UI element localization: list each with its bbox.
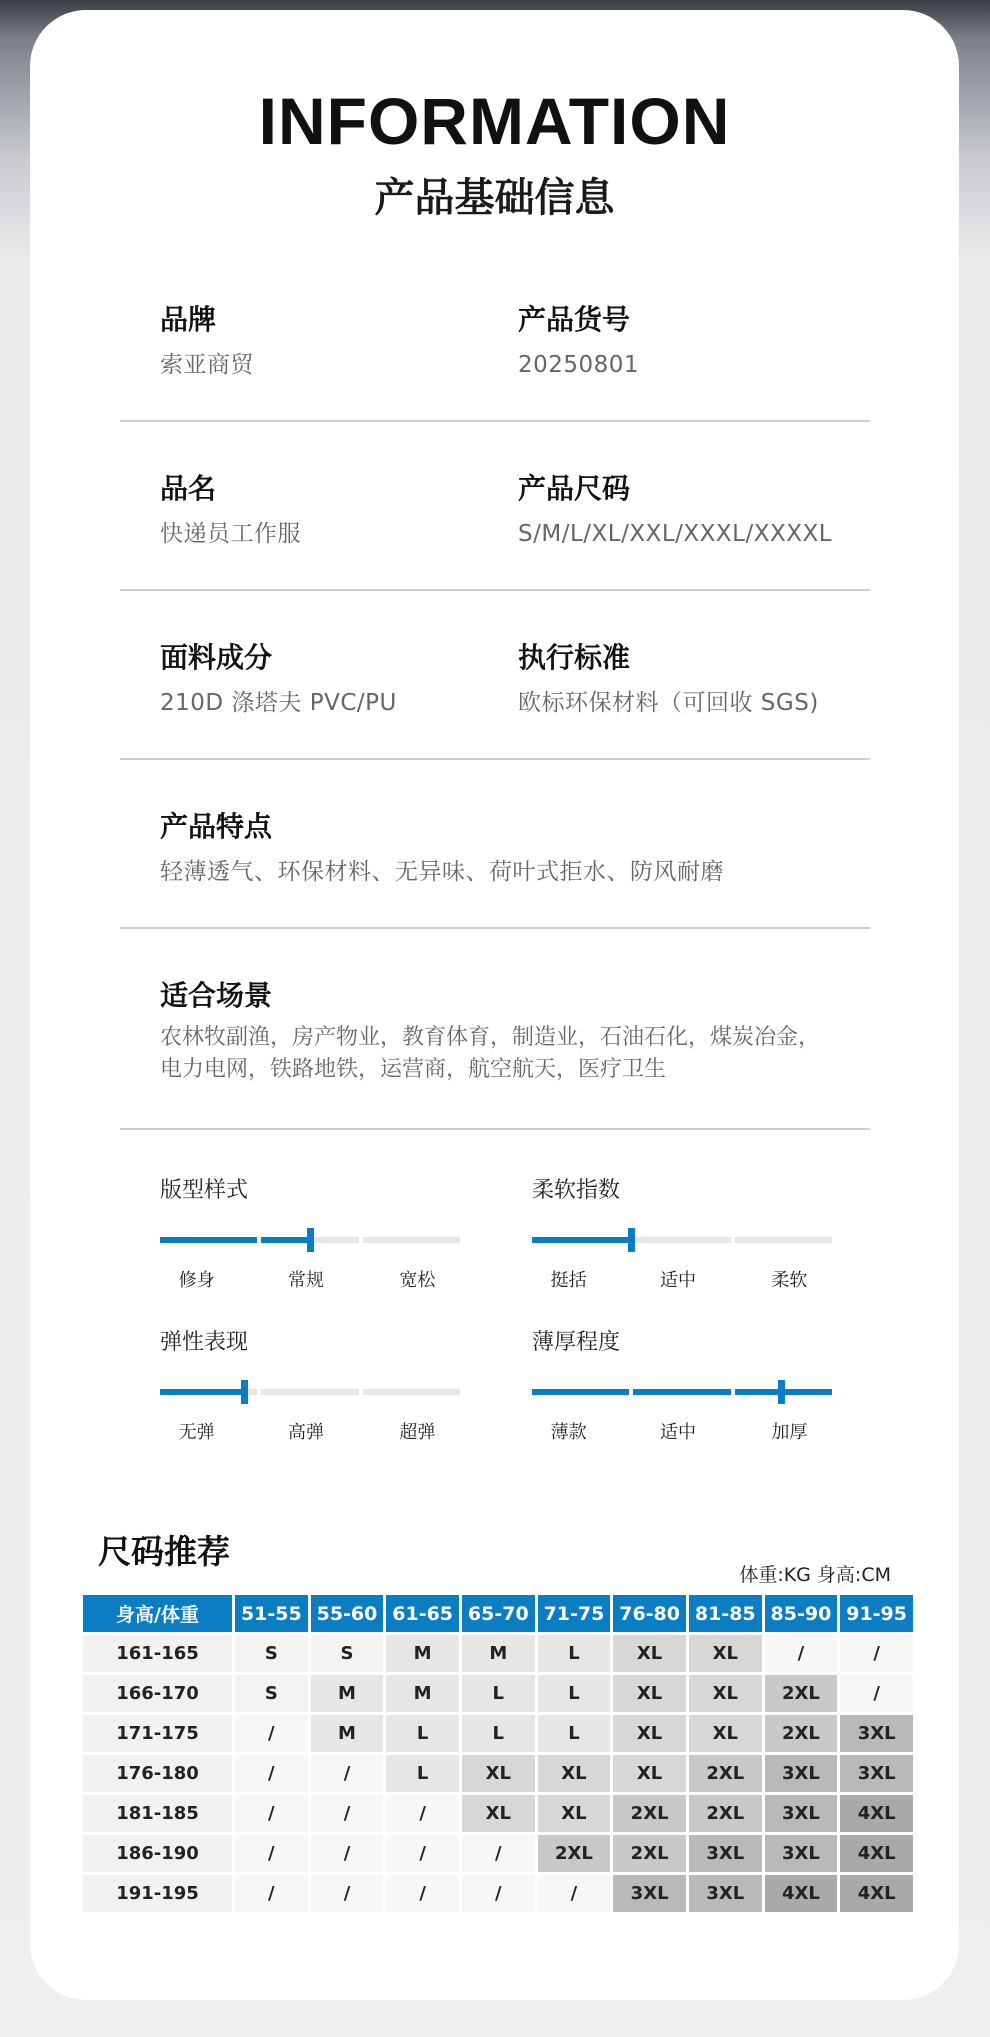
- item-no-value: 20250801: [518, 352, 640, 378]
- scenes-label: 适合场景: [160, 979, 273, 1012]
- scale-fill-segment: [532, 1389, 629, 1395]
- fabric-label: 面料成分: [160, 641, 273, 674]
- scale-track-segment: [633, 1237, 730, 1243]
- size-chart-weight-header: 91-95: [840, 1595, 913, 1632]
- scale-fill-segment: [532, 1237, 629, 1243]
- scale-tick-label: 适中: [660, 1422, 696, 1443]
- size-chart-cell: /: [311, 1795, 384, 1832]
- size-chart-cell: XL: [613, 1715, 686, 1752]
- size-chart-row: [83, 1795, 913, 1832]
- size-chart-cell: /: [386, 1795, 459, 1832]
- info-card: [30, 10, 959, 2000]
- size-chart-cell: 3XL: [840, 1755, 913, 1792]
- size-chart-title: 尺码推荐: [98, 1532, 230, 1571]
- features-value: 轻薄透气、环保材料、无异味、荷叶式拒水、防风耐磨: [160, 859, 724, 885]
- size-chart-cell: 2XL: [689, 1795, 762, 1832]
- scale-fill-segment: [261, 1237, 310, 1243]
- softness-scale-label: 柔软指数: [532, 1178, 621, 1203]
- size-chart-cell: /: [235, 1755, 308, 1792]
- size-chart-height-cell: 186-190: [83, 1835, 232, 1872]
- scale-tick-label: 修身: [178, 1270, 215, 1291]
- size-chart-cell: /: [235, 1875, 308, 1912]
- size-chart-cell: 4XL: [765, 1875, 838, 1912]
- scale-marker: [307, 1228, 314, 1252]
- scale-marker: [628, 1228, 635, 1252]
- brand-value: 索亚商贸: [160, 352, 254, 378]
- thickness-scale-label: 薄厚程度: [532, 1330, 621, 1355]
- scale-tick-label: 加厚: [771, 1422, 808, 1443]
- scenes-value-line2: 电力电网，铁路地铁，运营商，航空航天，医疗卫生: [160, 1057, 667, 1082]
- size-chart-height-cell: 181-185: [83, 1795, 232, 1832]
- size-chart-row: [83, 1755, 913, 1792]
- elasticity-scale: [160, 1380, 460, 1443]
- size-chart-cell: 2XL: [689, 1755, 762, 1792]
- sizes-label: 产品尺码: [518, 472, 631, 505]
- size-chart-cell: XL: [462, 1795, 535, 1832]
- scale-tick-label: 适中: [660, 1270, 696, 1291]
- divider: [120, 927, 870, 929]
- scenes-value-line1: 农林牧副渔，房产物业，教育体育，制造业，石油石化，煤炭冶金，: [160, 1025, 821, 1050]
- size-chart-row: [83, 1835, 913, 1872]
- size-chart-body: [83, 1635, 913, 1912]
- scale-tick-label: 薄款: [550, 1422, 587, 1443]
- size-chart-cell: 2XL: [613, 1835, 686, 1872]
- standard-value: 欧标环保材料（可回收 SGS): [518, 690, 819, 716]
- size-chart-cell: 3XL: [613, 1875, 686, 1912]
- size-chart-cell: XL: [613, 1755, 686, 1792]
- size-chart-cell: 4XL: [840, 1795, 913, 1832]
- standard-label: 执行标准: [518, 641, 631, 674]
- scale-tick-label: 挺括: [550, 1270, 587, 1291]
- size-chart-unit: 体重:KG 身高:CM: [739, 1564, 891, 1586]
- size-chart-cell: XL: [613, 1675, 686, 1712]
- elasticity-scale-label: 弹性表现: [160, 1330, 249, 1355]
- divider: [120, 758, 870, 760]
- size-chart-cell: /: [311, 1835, 384, 1872]
- size-chart-cell: 2XL: [765, 1715, 838, 1752]
- size-chart-cell: XL: [689, 1635, 762, 1672]
- scale-track-segment: [363, 1237, 460, 1243]
- size-chart-cell: L: [386, 1715, 459, 1752]
- size-chart-height-cell: 166-170: [83, 1675, 232, 1712]
- size-chart-cell: 2XL: [613, 1795, 686, 1832]
- fit-scale-label: 版型样式: [160, 1178, 249, 1203]
- size-chart-cell: L: [538, 1715, 611, 1752]
- size-chart-row: [83, 1675, 913, 1712]
- size-chart-cell: L: [386, 1755, 459, 1792]
- softness-scale: [532, 1228, 832, 1291]
- features-label: 产品特点: [160, 810, 273, 843]
- size-chart-cell: /: [235, 1835, 308, 1872]
- size-chart-height-cell: 176-180: [83, 1755, 232, 1792]
- size-chart-cell: /: [235, 1795, 308, 1832]
- size-chart-cell: 3XL: [689, 1875, 762, 1912]
- size-chart-cell: M: [311, 1715, 384, 1752]
- size-chart-header-row: [83, 1595, 913, 1632]
- scale-track-segment: [261, 1389, 358, 1395]
- size-chart-cell: M: [386, 1635, 459, 1672]
- name-value: 快递员工作服: [160, 521, 301, 547]
- size-chart-cell: XL: [538, 1755, 611, 1792]
- scale-fill-segment: [160, 1389, 244, 1395]
- brand-label: 品牌: [160, 303, 217, 336]
- scale-fill-segment: [160, 1237, 257, 1243]
- fit-scale: [160, 1228, 460, 1291]
- scale-tick-label: 超弹: [399, 1422, 436, 1443]
- size-chart-table: [80, 1592, 916, 1915]
- size-chart-cell: M: [311, 1675, 384, 1712]
- scale-track-segment: [735, 1237, 832, 1243]
- size-chart-weight-header: 85-90: [765, 1595, 838, 1632]
- size-chart-cell: /: [840, 1635, 913, 1672]
- scale-fill-segment: [633, 1389, 730, 1395]
- size-chart-height-cell: 171-175: [83, 1715, 232, 1752]
- size-chart-height-cell: 161-165: [83, 1635, 232, 1672]
- page-title: INFORMATION: [258, 84, 731, 158]
- divider: [120, 589, 870, 591]
- size-chart-cell: 2XL: [538, 1835, 611, 1872]
- size-chart-weight-header: 71-75: [538, 1595, 611, 1632]
- fabric-value: 210D 涤塔夫 PVC/PU: [160, 690, 397, 716]
- scale-marker: [241, 1380, 248, 1404]
- size-chart-cell: L: [538, 1675, 611, 1712]
- scale-track-segment: [363, 1389, 460, 1395]
- size-chart-cell: L: [462, 1675, 535, 1712]
- size-chart-cell: /: [538, 1875, 611, 1912]
- size-chart-cell: /: [386, 1835, 459, 1872]
- size-chart-corner: 身高/体重: [83, 1595, 232, 1632]
- size-chart-cell: XL: [689, 1675, 762, 1712]
- size-chart-weight-header: 61-65: [386, 1595, 459, 1632]
- size-chart-cell: S: [311, 1635, 384, 1672]
- size-chart-row: [83, 1875, 913, 1912]
- divider: [120, 1128, 870, 1130]
- size-chart-cell: S: [235, 1675, 308, 1712]
- size-chart-cell: 4XL: [840, 1835, 913, 1872]
- size-chart-cell: XL: [613, 1635, 686, 1672]
- page-subtitle: 产品基础信息: [374, 175, 615, 221]
- size-chart-cell: S: [235, 1635, 308, 1672]
- size-chart-cell: /: [235, 1715, 308, 1752]
- size-chart-cell: L: [538, 1635, 611, 1672]
- size-chart-cell: /: [386, 1875, 459, 1912]
- size-chart-cell: 3XL: [765, 1835, 838, 1872]
- scale-tick-label: 无弹: [178, 1422, 215, 1443]
- size-chart-cell: /: [462, 1875, 535, 1912]
- size-chart-cell: L: [462, 1715, 535, 1752]
- size-chart-cell: XL: [538, 1795, 611, 1832]
- scale-tick-label: 高弹: [288, 1422, 324, 1443]
- size-chart-cell: M: [386, 1675, 459, 1712]
- size-chart-weight-header: 65-70: [462, 1595, 535, 1632]
- item-no-label: 产品货号: [518, 303, 631, 336]
- size-chart-cell: 2XL: [765, 1675, 838, 1712]
- size-chart-cell: XL: [689, 1715, 762, 1752]
- scale-tick-label: 柔软: [771, 1270, 808, 1291]
- size-chart-cell: /: [765, 1635, 838, 1672]
- size-chart-cell: /: [840, 1675, 913, 1712]
- size-chart-cell: 3XL: [765, 1755, 838, 1792]
- scale-tick-label: 宽松: [399, 1270, 436, 1291]
- divider: [120, 420, 870, 422]
- size-chart-cell: 4XL: [840, 1875, 913, 1912]
- scale-marker: [778, 1380, 785, 1404]
- size-chart-row: [83, 1635, 913, 1672]
- size-chart-row: [83, 1715, 913, 1752]
- size-chart-cell: XL: [462, 1755, 535, 1792]
- size-chart-weight-header: 51-55: [235, 1595, 308, 1632]
- thickness-scale: [532, 1380, 832, 1443]
- size-chart-cell: /: [311, 1755, 384, 1792]
- sizes-value: S/M/L/XL/XXL/XXXL/XXXXL: [518, 521, 833, 547]
- size-chart-cell: /: [462, 1835, 535, 1872]
- size-chart-cell: 3XL: [765, 1795, 838, 1832]
- size-chart-cell: 3XL: [840, 1715, 913, 1752]
- size-chart-weight-header: 76-80: [613, 1595, 686, 1632]
- scale-tick-label: 常规: [288, 1270, 324, 1291]
- size-chart-weight-header: 81-85: [689, 1595, 762, 1632]
- size-chart-cell: 3XL: [689, 1835, 762, 1872]
- size-chart-cell: /: [311, 1875, 384, 1912]
- size-chart-height-cell: 191-195: [83, 1875, 232, 1912]
- size-chart-weight-header: 55-60: [311, 1595, 384, 1632]
- name-label: 品名: [160, 472, 217, 505]
- size-chart-cell: M: [462, 1635, 535, 1672]
